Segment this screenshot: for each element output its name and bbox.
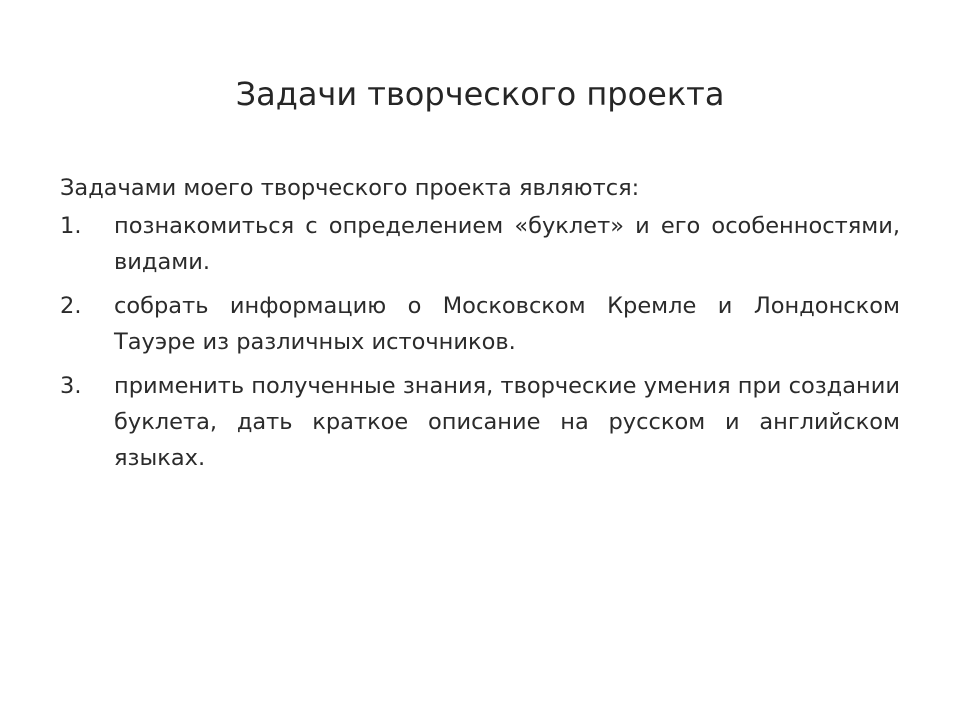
task-item bbox=[60, 368, 900, 476]
task-text: познакомиться с определением «буклет» и его особенностями, видами. bbox=[114, 213, 900, 275]
intro-text: Задачами моего творческого проекта являются: bbox=[60, 175, 640, 201]
task-number: 1. bbox=[60, 213, 82, 239]
slide-title: Задачи творческого проекта bbox=[235, 75, 725, 113]
task-number: 3. bbox=[60, 373, 82, 399]
task-item bbox=[60, 288, 900, 360]
task-text: собрать информацию о Московском Кремле и Лондонском Тауэре из различных источников. bbox=[114, 293, 900, 355]
task-item bbox=[60, 208, 900, 280]
slide-body bbox=[60, 170, 900, 484]
task-number: 2. bbox=[60, 293, 82, 319]
task-list bbox=[60, 208, 900, 476]
task-text: применить полученные знания, творческие умения при создании буклета, дать краткое описание на русском и английском языках. bbox=[114, 373, 900, 471]
